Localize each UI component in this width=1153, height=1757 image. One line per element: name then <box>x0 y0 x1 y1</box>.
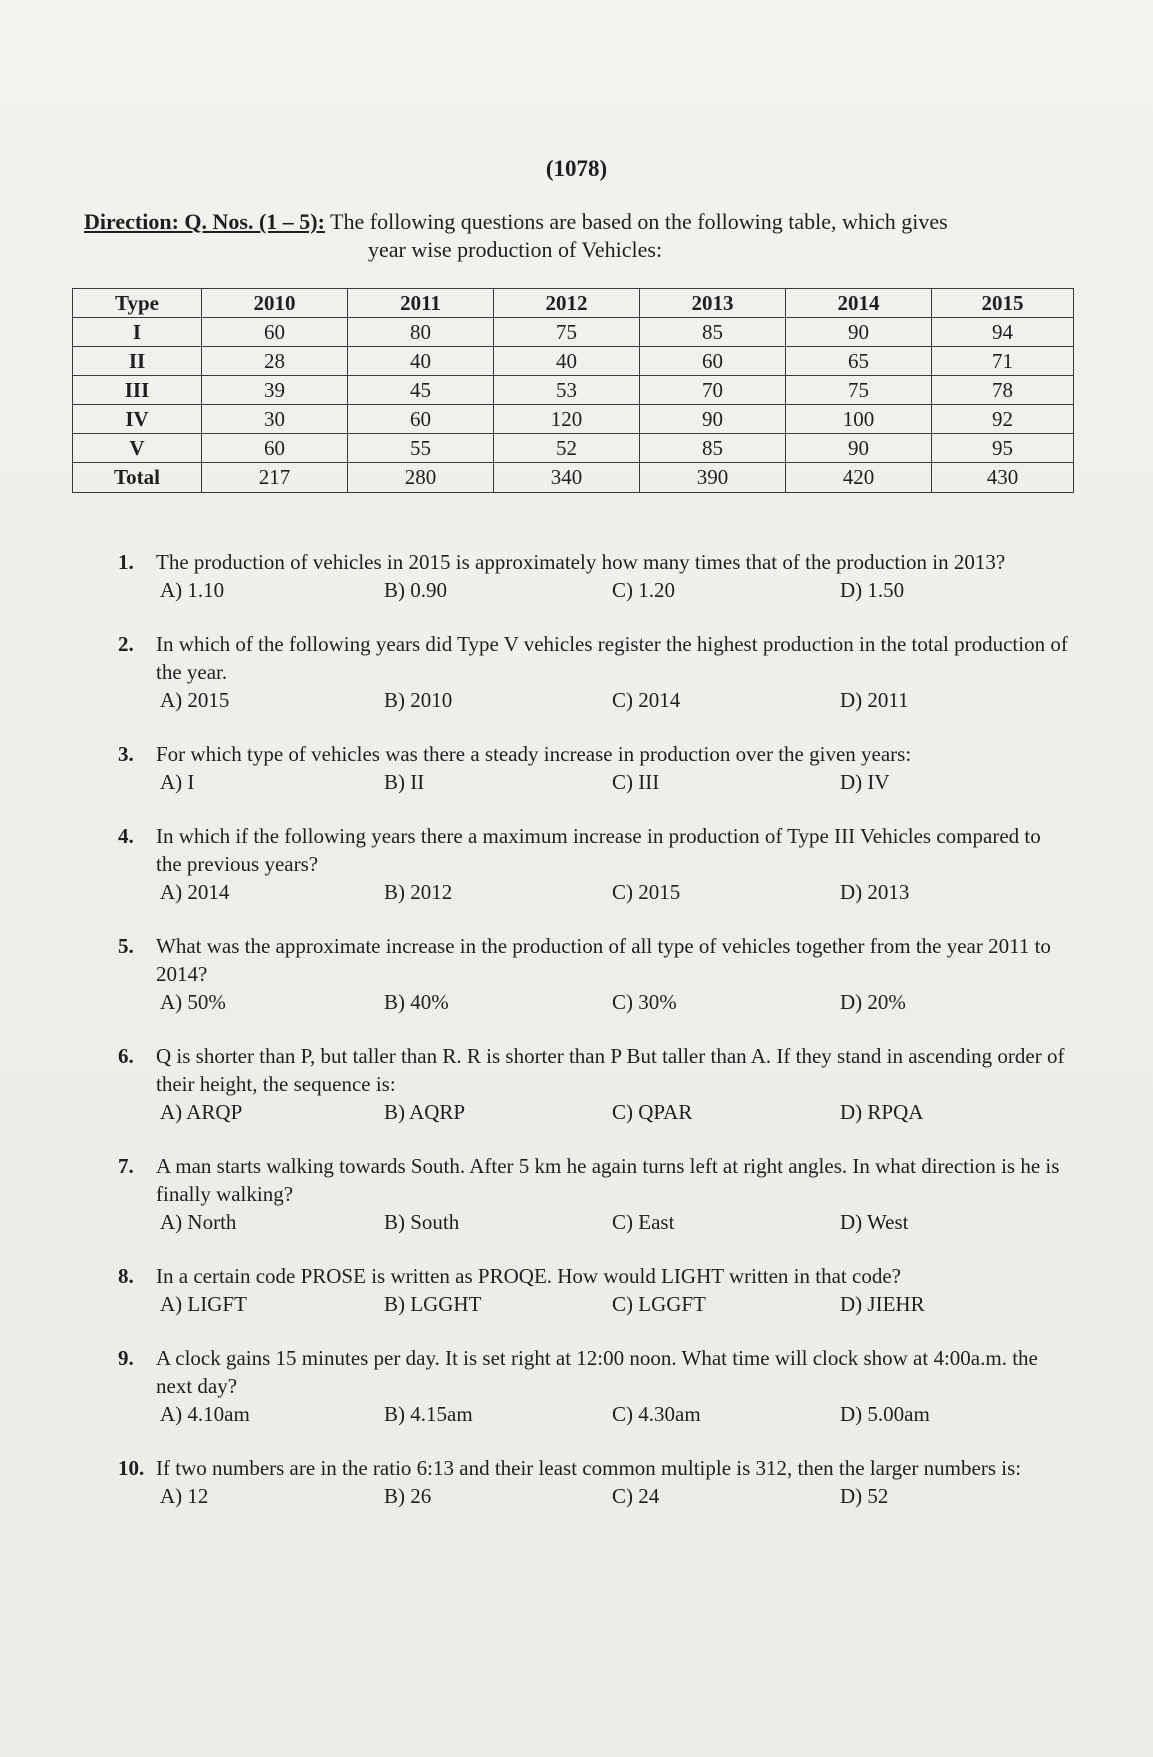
option-a: A) 50% <box>160 990 226 1014</box>
question-number: 6. <box>118 1044 134 1068</box>
question-text: In a certain code PROSE is written as PROQE. How would LIGHT written in that code? <box>156 1264 901 1288</box>
question-number: 7. <box>118 1154 134 1178</box>
table-cell: 60 <box>348 405 494 434</box>
option-a: A) 2014 <box>160 880 230 904</box>
table-cell: 95 <box>932 434 1074 463</box>
direction-label: Direction: Q. Nos. (1 – 5): <box>84 209 325 234</box>
option-d: D) 2013 <box>840 880 910 904</box>
table-cell: 340 <box>494 463 640 493</box>
option-a: A) 1.10 <box>160 578 225 602</box>
production-table <box>72 288 1074 493</box>
option-row <box>160 576 1068 604</box>
table-cell: 94 <box>932 318 1074 347</box>
table-row <box>73 318 1074 347</box>
table-cell: 52 <box>494 434 640 463</box>
question-text: A man starts walking towards South. After 5 km he again turns left at right angles. In what direction is he is finally walking? <box>156 1154 1060 1206</box>
option-d: D) IV <box>840 770 890 794</box>
table-cell: 80 <box>348 318 494 347</box>
option-row <box>160 878 1068 906</box>
table-cell: 65 <box>786 347 932 376</box>
option-d: D) 5.00am <box>840 1402 930 1426</box>
type-cell: Total <box>73 463 202 493</box>
option-b: B) South <box>384 1210 460 1234</box>
option-row <box>160 1400 1068 1428</box>
option-b: B) 2012 <box>384 880 453 904</box>
option-c: C) 1.20 <box>612 578 675 602</box>
table-cell: 40 <box>494 347 640 376</box>
question-item <box>118 1262 1068 1318</box>
question-item <box>118 630 1068 714</box>
type-cell: II <box>73 347 202 376</box>
table-cell: 75 <box>786 376 932 405</box>
direction-block <box>84 208 1084 264</box>
type-cell: V <box>73 434 202 463</box>
option-row <box>160 1208 1068 1236</box>
option-c: C) East <box>612 1210 675 1234</box>
question-number: 10. <box>118 1456 145 1480</box>
question-text: If two numbers are in the ratio 6:13 and their least common multiple is 312, then the larger numbers is: <box>156 1456 1022 1480</box>
column-header: 2015 <box>932 289 1074 318</box>
table-cell: 120 <box>494 405 640 434</box>
table-cell: 90 <box>786 318 932 347</box>
option-d: D) 2011 <box>840 688 909 712</box>
table-cell: 53 <box>494 376 640 405</box>
option-b: B) 40% <box>384 990 449 1014</box>
table-cell: 390 <box>640 463 786 493</box>
question-item <box>118 822 1068 906</box>
option-c: C) 30% <box>612 990 677 1014</box>
option-c: C) 24 <box>612 1484 660 1508</box>
column-header: 2013 <box>640 289 786 318</box>
table-row <box>73 347 1074 376</box>
type-cell: IV <box>73 405 202 434</box>
option-a: A) ARQP <box>160 1100 243 1124</box>
question-number: 3. <box>118 742 134 766</box>
option-d: D) 52 <box>840 1484 889 1508</box>
table-cell: 60 <box>202 434 348 463</box>
column-header: 2014 <box>786 289 932 318</box>
table-cell: 78 <box>932 376 1074 405</box>
table-row <box>73 405 1074 434</box>
table-cell: 70 <box>640 376 786 405</box>
table-cell: 60 <box>640 347 786 376</box>
option-c: C) 4.30am <box>612 1402 701 1426</box>
question-text: The production of vehicles in 2015 is approximately how many times that of the production in 2013? <box>156 550 1006 574</box>
table-cell: 71 <box>932 347 1074 376</box>
option-d: D) RPQA <box>840 1100 924 1124</box>
option-a: A) LIGFT <box>160 1292 247 1316</box>
table-cell: 90 <box>640 405 786 434</box>
question-text: A clock gains 15 minutes per day. It is set right at 12:00 noon. What time will clock show at 4:00a.m. the next day? <box>156 1346 1038 1398</box>
option-row <box>160 988 1068 1016</box>
option-a: A) I <box>160 770 195 794</box>
paper-code: (1078) <box>545 156 608 181</box>
option-c: C) 2015 <box>612 880 681 904</box>
option-d: D) 1.50 <box>840 578 905 602</box>
type-cell: III <box>73 376 202 405</box>
question-item <box>118 1344 1068 1428</box>
table-cell: 430 <box>932 463 1074 493</box>
option-c: C) LGGFT <box>612 1292 706 1316</box>
question-number: 4. <box>118 824 134 848</box>
option-row <box>160 1482 1068 1510</box>
option-b: B) II <box>384 770 425 794</box>
question-number: 9. <box>118 1346 134 1370</box>
question-text: Q is shorter than P, but taller than R. R is shorter than P But taller than A. If they stand in ascending order of their height, the sequence is: <box>156 1044 1065 1096</box>
option-a: A) 2015 <box>160 688 230 712</box>
direction-text-2: year wise production of Vehicles: <box>368 237 663 262</box>
option-d: D) JIEHR <box>840 1292 925 1316</box>
option-row <box>160 686 1068 714</box>
table-cell: 55 <box>348 434 494 463</box>
table-cell: 75 <box>494 318 640 347</box>
table-cell: 100 <box>786 405 932 434</box>
question-number: 2. <box>118 632 134 656</box>
question-text: In which if the following years there a maximum increase in production of Type III Vehicles compared to the previous years? <box>156 824 1041 876</box>
table-cell: 45 <box>348 376 494 405</box>
table-cell: 39 <box>202 376 348 405</box>
table-cell: 60 <box>202 318 348 347</box>
option-a: A) 12 <box>160 1484 209 1508</box>
column-header: 2010 <box>202 289 348 318</box>
table-cell: 85 <box>640 434 786 463</box>
question-item <box>118 932 1068 1016</box>
option-b: B) 2010 <box>384 688 453 712</box>
table-cell: 90 <box>786 434 932 463</box>
question-text: In which of the following years did Type V vehicles register the highest production in the total production of the year. <box>156 632 1068 684</box>
question-list <box>118 548 1068 1536</box>
table-cell: 420 <box>786 463 932 493</box>
table-cell: 280 <box>348 463 494 493</box>
question-text: What was the approximate increase in the production of all type of vehicles together from the year 2011 to 2014? <box>156 934 1051 986</box>
table-header-row <box>73 289 1074 318</box>
option-d: D) 20% <box>840 990 906 1014</box>
question-item <box>118 1454 1068 1510</box>
option-b: B) AQRP <box>384 1100 466 1124</box>
option-b: B) 0.90 <box>384 578 447 602</box>
table-cell: 40 <box>348 347 494 376</box>
table-cell: 85 <box>640 318 786 347</box>
option-row <box>160 1098 1068 1126</box>
table-row <box>73 434 1074 463</box>
option-b: B) 26 <box>384 1484 432 1508</box>
total-row <box>73 463 1074 493</box>
option-a: A) 4.10am <box>160 1402 250 1426</box>
question-item <box>118 740 1068 796</box>
option-row <box>160 768 1068 796</box>
option-row <box>160 1290 1068 1318</box>
question-number: 8. <box>118 1264 134 1288</box>
table-row <box>73 376 1074 405</box>
question-item <box>118 548 1068 604</box>
option-d: D) West <box>840 1210 909 1234</box>
option-c: C) III <box>612 770 660 794</box>
table-cell: 92 <box>932 405 1074 434</box>
type-cell: I <box>73 318 202 347</box>
question-item <box>118 1152 1068 1236</box>
option-b: B) LGGHT <box>384 1292 482 1316</box>
question-text: For which type of vehicles was there a steady increase in production over the given years: <box>156 742 912 766</box>
question-item <box>118 1042 1068 1126</box>
column-header: 2011 <box>348 289 494 318</box>
direction-text-1: The following questions are based on the following table, which gives <box>330 209 948 234</box>
option-b: B) 4.15am <box>384 1402 473 1426</box>
question-number: 5. <box>118 934 134 958</box>
option-c: C) 2014 <box>612 688 681 712</box>
column-header: Type <box>73 289 202 318</box>
column-header: 2012 <box>494 289 640 318</box>
question-number: 1. <box>118 550 134 574</box>
option-a: A) North <box>160 1210 237 1234</box>
table-cell: 28 <box>202 347 348 376</box>
option-c: C) QPAR <box>612 1100 693 1124</box>
table-cell: 30 <box>202 405 348 434</box>
table-cell: 217 <box>202 463 348 493</box>
